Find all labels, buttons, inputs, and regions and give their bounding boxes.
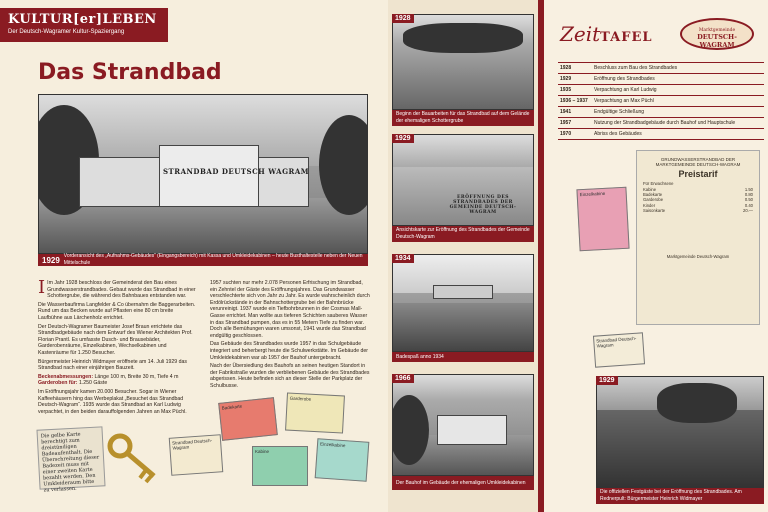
ticket-small: Strandbad Deutsch-Wagram: [593, 332, 645, 367]
measures-label: Beckenabmessungen:: [38, 373, 94, 380]
right-panel: [538, 0, 768, 512]
garderoben-label: Garderoben für:: [38, 380, 78, 387]
body-col1-end: Im Eröffnungsjahr kamen 20.000 Besucher. Sogar in Wiener Kaffeehäusern hing das Werbeplakat „Besuchet das Strandbad Deutsch-Wagram“. 1935 wurde das Strandbad an Karl Ludwig verpachtet, in den beiden darauffolgenden Jahren an Max Püchl.: [38, 388, 187, 415]
page-title: Das Strandbad: [38, 60, 222, 85]
photo-1928-year: 1928: [392, 14, 414, 23]
timeline-row: 1970 Abriss des Gebäudes: [558, 129, 764, 140]
body-col1-p3: Der Deutsch-Wagramer Baumeister Josef Braun errichtete das Strandbadgebäude nach dem Entwurf des Wiener Architekten Prof. Florian Prantl. Es umfasste Dusch- und Brausebäder, Garderobenräume, Einzelkabinen, Wechselkabinen und Kastenräume für 1.250 Besucher.: [38, 323, 193, 356]
photo-1929-opening-caption: Die offiziellen Festgäste bei der Eröffnung des Strandbades. Am Rednerpult: Bürgermeister Heinrich Widmayer: [596, 488, 764, 504]
ticket-1: Strandbad Deutsch-Wagram: [169, 434, 224, 476]
measures-value: Länge 100 m, Breite 30 m, Tiefe 4 m: [94, 373, 179, 380]
middle-panel: [388, 0, 538, 512]
photo-1929-opening: [596, 376, 764, 488]
main-photo-caption: [38, 254, 368, 266]
photo-1966-year: 1966: [392, 374, 414, 383]
timeline-row: 1936 – 1937 Verpachtung an Max Püchl: [558, 96, 764, 107]
price-row: Garderobe 0.50: [643, 197, 753, 203]
zeittafel-script: Zeit: [560, 22, 601, 46]
timeline-table: [558, 62, 764, 140]
bath-sign: STRANDBAD DEUTSCH WAGRAM: [163, 167, 310, 176]
timeline-row: 1928 Beschluss zum Bau des Strandbades: [558, 63, 764, 74]
badge-top: Marktgemeinde: [698, 28, 736, 33]
main-photo-year: 1929: [42, 255, 60, 265]
brand-subtitle: Der Deutsch-Wagramer Kultur-Spaziergang: [8, 29, 125, 35]
ticket-2: Badekarte: [218, 397, 278, 441]
key-icon: [106, 432, 162, 484]
body-col-1: I Im Jahr 1928 beschloss der Gemeinderat den Bau eines Grundwasserstrandbades. Gebaut wurde das Strandbad in einer Schottergrube, die während des Bahnbaues entstanden war. Die Wasserbauﬁrma Langfelder & Co übernahm die Baggerarbeiten. Rund um das Becken wurde auf Pﬂasten eine 80 cm breite Laufbühne aus Lärchenholz errichtet. Der Deutsch-Wagramer Baumeister Josef Braun errichtete das Strandbadgebäude nach dem Entwurf des Wiener Architekten Prof. Florian Prantl. Es umfasste Dusch- und Brausebäder, Garderobenräume, Einzelkabinen, Wechselkabinen und Kastenräume für 1.250 Besucher. Bürgermeister Heinrich Widmayer eröffnete am 14. Juli 1929 das Strandbad nach einer einjährigen Bauzeit. Beckenabmessungen: Länge 100 m, Breite 30 m, Tiefe 4 m Garderoben für: 1.250 Gäste Im Eröffnungsjahr kamen 20.000 Besucher. Sogar in Wiener Kaffeehäusern hing das Werbeplakat „Besuchet das Strandbad Deutsch-Wagram“. 1935 wurde das Strandbad an Karl Ludwig verpachtet, in den beiden darauffolgenden Jahren an Max Püchl.: [38, 280, 198, 417]
body-col2-p1: 1957 suchten nur mehr 2.078 Personen Erfrischung im Strandbad, ein Zehntel der Gäste des Eröffnungsjahres. Das Grundwasser verschlechterte sich von Jahr zu Jahr. Es wurde wahrscheinlich durch Erdölrückstände in der Bahnschottergrube bei der Bahnbrücke verunreinigt. 1937 wurde ein Tiefbohrbrunnen in der Cosmas Mall-Gasse errichtet. Man wollte aus tieferen Schichten sauberes Wasser in das Strandbad pumpen, das es in 55 Metern Tiefe zu finden war. Doch alle Bemühungen waren umsonst, 1941 wurde das Strandbad endgültig geschlossen.: [210, 280, 370, 339]
garderoben-value: 1.250 Gäste: [78, 380, 108, 387]
body-col-2: [210, 280, 370, 392]
price-list: [636, 150, 760, 325]
price-row: Kabine 1.50: [643, 186, 753, 192]
timeline-row: 1941 Endgültige Schließung: [558, 107, 764, 118]
timeline-row: 1935 Verpachtung an Karl Ludwig: [558, 85, 764, 96]
brand-block: [0, 8, 168, 42]
price-row: Badekarte 0.80: [643, 192, 753, 198]
price-row: Saisonkarte 20.—: [643, 208, 753, 214]
photo-1934-caption: Badespaß anno 1934: [392, 352, 534, 362]
ticket-4: Kabine: [252, 446, 308, 486]
municipality-badge: [680, 18, 754, 50]
price-list-footer: Marktgemeinde Deutsch-Wagram: [666, 253, 730, 259]
photo-1966-caption: Der Bauhof im Gebäude der ehemaligen Umkleidekabinen: [392, 476, 534, 490]
price-row: Für Erwachsene: [643, 181, 674, 187]
photo-1929-opening-year: 1929: [596, 376, 618, 385]
timeline-row: 1957 Nutzung der Strandbadgebäude durch Bauhof und Hauptschule: [558, 118, 764, 129]
photo-1928: [392, 14, 534, 110]
ticket-3: Garderobe: [285, 393, 345, 434]
bath-entrance: [159, 145, 259, 207]
brand-title: KULTUR[er]LEBEN: [8, 12, 157, 27]
body-col2-p2: Das Gebäude des Strandbades wurde 1957 in das Schulgebäude integriert und beherbergt heute die Schulwerkstätte. Im Gebäude der Umkleidekabinen war ab 1957 der Bauhof untergebracht.: [210, 341, 369, 361]
body-col1-p1: Im Jahr 1928 beschloss der Gemeinderat den Bau eines Grundwasserstrandbades. Gebaut wurde das Strandbad in einer Schottergrube, die während des Bahnbaues entstanden war.: [47, 280, 196, 300]
price-list-header: GRUNDWASSERSTRANDBAD DER MARKTGEMEINDE DEUTSCH-WAGRAM: [655, 157, 741, 168]
postcard-overlay: ERÖFFNUNG DES STRANDBADES DER GEMEINDE DEUTSCH-WAGRAM: [449, 195, 517, 215]
body-col2-p3: Nach der Übersiedlung des Bauhofs an seinen heutigen Standort in der Fabrikstraße wurden die verbliebenen Gebäude des Strandbades abgerissen. Heute befinden sich an dieser Stelle der Parkplatz der Schulbusse.: [210, 363, 370, 389]
badge-main: DEUTSCH-WAGRAM: [697, 33, 737, 49]
photo-1966: [392, 374, 534, 476]
body-col1-p2: Die Wasserbauﬁrma Langfelder & Co übernahm die Baggerarbeiten. Rund um das Becken wurde auf Pﬂasten eine 80 cm breite Laufbühne aus Lärchenholz errichtet.: [38, 301, 196, 321]
ticket-5: Einzelkabine: [315, 438, 370, 482]
photo-1929-postcard: [392, 134, 534, 226]
photo-1929-postcard-year: 1929: [392, 134, 414, 143]
photo-1934-year: 1934: [392, 254, 414, 263]
season-ticket: Einzelkabine: [576, 187, 629, 252]
photo-1928-caption: Beginn der Bauarbeiten für das Strandbad auf dem Gelände der ehemaligen Schottergrube: [392, 110, 534, 126]
newspaper-clipping: Die gelbe Karte berechtigt zum dreistündigen Badeaufenthalt. Die Überschreitung dieser Badezeit muss mit einer zweiten Karte bezahlt werden. Den Umkleideraum bitte zu verlassen.: [36, 426, 105, 489]
main-photo-caption-text: Vorderansicht des „Aufnahms-Gebäudes“ (Eingangsbereich) mit Kassa und Umkleidekabinen – heute Busthaltestelle neben der Neuen Mittelschule: [63, 253, 363, 266]
zeittafel-caps: TAFEL: [600, 30, 653, 45]
photo-1934: [392, 254, 534, 352]
photo-1929-postcard-caption: Ansichtskarte zur Eröffnung des Strandbades der Gemeinde Deutsch-Wagram: [392, 226, 534, 242]
main-photo: [38, 94, 368, 254]
timeline-row: 1929 Eröffnung des Strandbades: [558, 74, 764, 85]
zeittafel-title: [560, 22, 653, 46]
body-col1-p4: Bürgermeister Heinrich Widmayer eröffnete am 14. Juli 1929 das Strandbad nach einer einjährigen Bauzeit.: [38, 358, 187, 372]
price-list-title: Preistarif: [678, 168, 718, 179]
price-row: Kinder 0.40: [643, 202, 753, 208]
